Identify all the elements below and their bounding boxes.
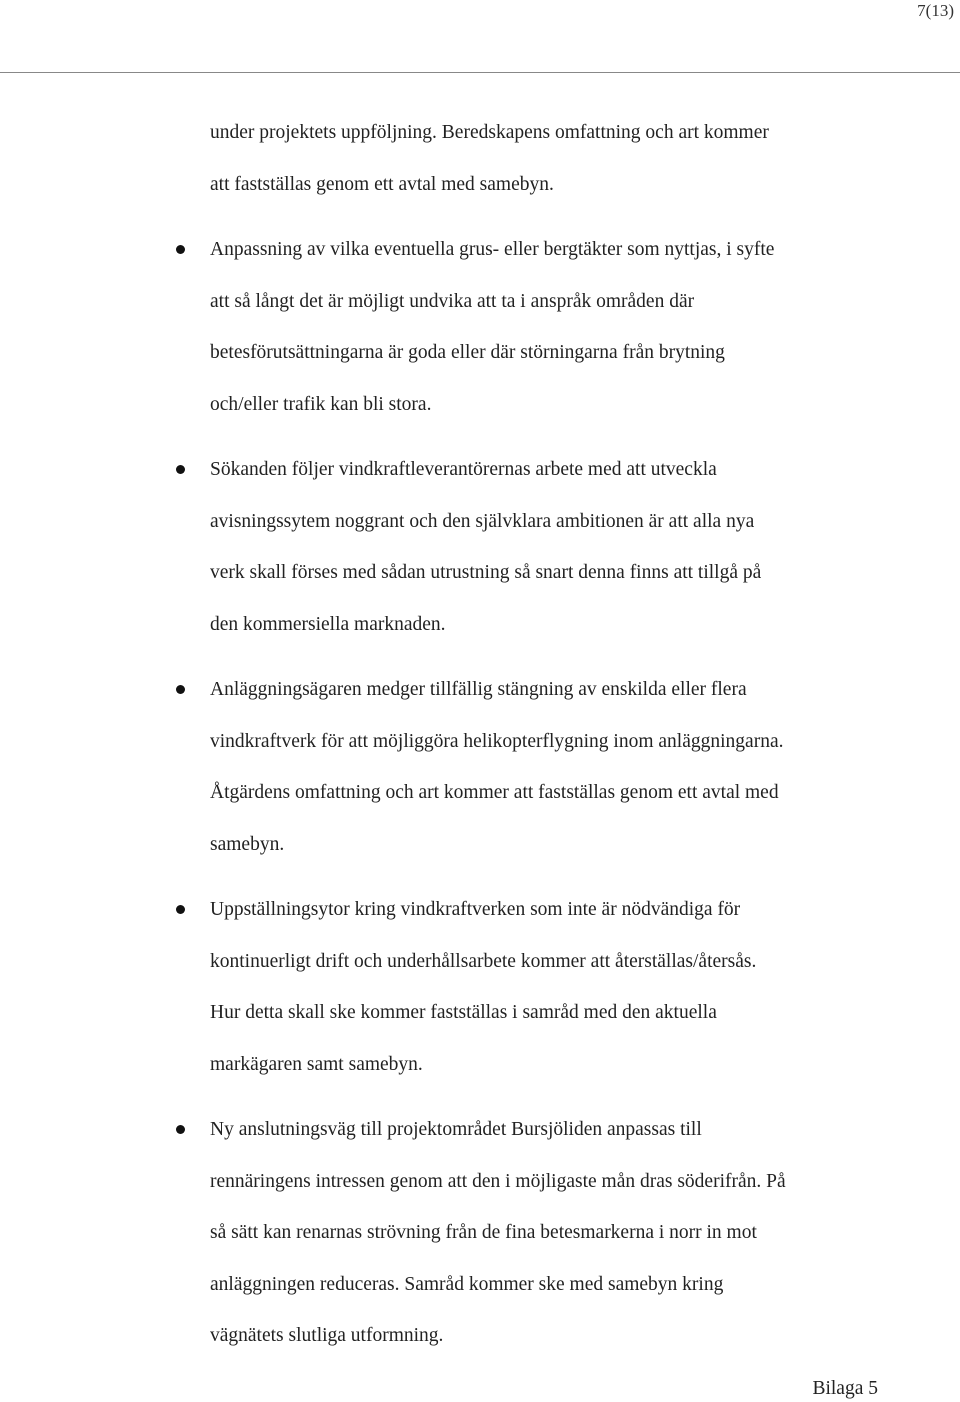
bullet-item-de-icing (210, 444, 890, 650)
document-body (210, 107, 890, 1362)
bullet-icon (176, 465, 185, 474)
bullet-icon (176, 905, 185, 914)
header-divider (0, 72, 960, 73)
footer-label: Bilaga 5 (812, 1378, 878, 1399)
bullet-text: Anpassning av vilka eventuella grus- eller bergtäkter som nyttjas, i syfte att så långt det är möjligt undvika att ta i anspråk områden där betesförutsättningarna är goda eller där störningarna från brytning och/eller trafik kan bli stora. (210, 239, 775, 415)
bullet-text: Ny anslutningsväg till projektområdet Bursjöliden anpassas till rennäringens intressen genom att den i möjligaste mån dras söderifrån. På så sätt kan renarnas strövning från de fina betesmarkerna i norr in mot anläggningen reduceras. Samråd kommer ske med samebyn kring vägnätets slutliga utformning. (210, 1119, 786, 1346)
bullet-text: Anläggningsägaren medger tillfällig stängning av enskilda eller flera vindkraftverk för att möjliggöra helikopterflygning inom anläggningarna. Åtgärdens omfattning och art kommer att fastställas genom ett avtal med samebyn. (210, 679, 784, 855)
bullet-item-restoration (210, 884, 890, 1090)
bullet-text: Uppställningsytor kring vindkraftverken som inte är nödvändiga för kontinuerligt drift och underhållsarbete kommer att återställas/återsås. Hur detta skall ske kommer fastställas i samråd med den aktuella markägaren samt samebyn. (210, 899, 757, 1075)
bullet-icon (176, 245, 185, 254)
intro-paragraph: under projektets uppföljning. Beredskapens omfattning och art kommer att fastställas genom ett avtal med samebyn. (210, 122, 769, 195)
bullet-icon (176, 685, 185, 694)
bullet-item-gravel-quarries (210, 224, 890, 430)
bullet-text: Sökanden följer vindkraftleverantörernas arbete med att utveckla avisningssytem noggrant och den självklara ambitionen är att alla nya verk skall förses med sådan utrustning så snart denna finns att tillgå på den kommersiella marknaden. (210, 459, 762, 635)
page-number: 7(13) (917, 1, 954, 20)
bullet-item-access-road (210, 1104, 890, 1362)
bullet-item-helicopter (210, 664, 890, 870)
bullet-icon (176, 1125, 185, 1134)
